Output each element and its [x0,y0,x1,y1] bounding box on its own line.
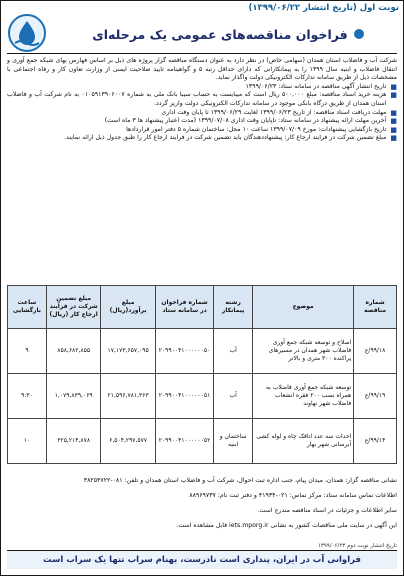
slogan-bar: فراوانی آب در ایران، پنداری است نادرست، بهنام سراب تنها یک سراب است [7,550,397,569]
tender-table [7,285,397,464]
table-cell: احداث سه عدد اتاقک چاه و لوله کشی آبرسانی شهر بهار [253,419,354,464]
bullet-icon: ■ [390,91,397,100]
footer-line: سایر اطلاعات و جزئیات در اسناد مناقصه مندرج است. [257,506,397,514]
column-header: مبلغ برآورد(ریال) [101,286,155,329]
table-row [8,329,397,374]
bullet-icon: ■ [390,108,397,117]
table-cell: ۱۷,۱۷۳,۶۵۷,۰۹۵ [101,329,155,374]
list-item: ■ مبلغ تضمین شرکت در فرایند ارجاع کار: پیشنهاددهندگان باید تضمین شرکت در فرایند ارجاع کار را طبق جدول ذیل ارائه نمایند. [64,134,397,143]
table-cell: ۲۰۹۹۰۰۴۱۰۰۰۰۰۰۵۱ [155,374,213,419]
table-row [8,374,397,419]
publication-note: نوبت اول (تاریخ انتشار ۱۳۹۹/۰۶/۲۲) [248,3,399,13]
intro-paragraph: شرکت آب و فاضلاب استان همدان (سهامی خاص) در نظر دارد به عنوان دستگاه مناقصه گزار پروژه های ذیل بر اساس فهارس بهای شبکه جمع آوری و انتقال فاضلاب و ابنیه سال ۱۳۹۹ را به پیمانکارانی که دارای حداقل رتبه ۵ و گواهینامه تایید صلاحیت ایمنی از وزارت تعاون کار و رفاه اجتماعی با مشخصات ذیل از طریق سامانه تدارکات الکترونیکی دولت واگذار نماید. [7,57,397,82]
table-cell: اصلاح و توسعه شبکه جمع آوری فاضلاب شهر همدان در مسیرهای پراکنده ۳۰۰ متری و بالاتر [253,329,354,374]
company-logo-icon [7,13,47,53]
footer-line: اطلاعات تماس سامانه ستاد: مرکز تماس: ۰۲۱-۴۱۹۳۴ و دفتر ثبت نام: ۸۸۹۶۹۷۳۷ [189,491,397,499]
table-header-row [8,286,397,329]
list-item: ■ تاریخ بازگشایی پیشنهادات: مورخ ۱۳۹۹/۰۷/۰۹ ساعت ۱۰ محل: ساختمان شماره ۵ دفتر امور قراردادها [126,125,397,134]
second-publication-note: تاریخ انتشار نوبت دوم ۱۳۹۹/۰۶/۲۳ [317,543,397,549]
footer-line: نشانی مناقصه گزار: همدان، میدان پیام، جنب اداره ثبت احوال، شرکت آب و فاضلاب استان همدان و تلفن: ۰۸۱-۳۸۲۵۴۷۲۲ [83,477,397,485]
table-cell: ۲۰۹۹۰۰۴۱۰۰۰۰۰۰۵۰ [155,329,213,374]
page-header [59,23,397,45]
list-item: ■ تاریخ انتشار آگهی مناقصه در سامانه ستاد: ۱۳۹۹/۰۶/۲۳ [245,82,397,91]
page-title: فراخوان مناقصه‌های عمومی یک مرحله‌ای [92,26,348,42]
table-cell: توسعه شبکه جمع آوری فاضلاب به همراه نصب ۲۰۰ فقره انشعاب فاضلاب شهر نهاوند [253,374,354,419]
list-item: ■ مهلت دریافت اسناد مناقصه: از تاریخ ۱۳۹۹/۰۶/۲۳ لغایت ۱۳۹۹/۰۶/۲۹ تا پایان وقت اداری [161,108,397,117]
table-cell: ۲۱,۵۹۶,۷۸۱,۳۶۳ [101,374,155,419]
list-item: ■ هزینه خرید اسناد مناقصه: مبلغ ۵۰۰,۰۰۰ ریال است که میبایست به حساب سیبا بانک ملی به شماره ۰۱۰۵۹۱۳۹۰۶۰۰۷ به نام شرکت آب و فاضلاب استان همدان از طریق درگاه بانکی موجود در سامانه تدارکات الکترونیکی دولت واریز گردد. [7,91,397,107]
table-cell: ۹۹/۱۹/ع [354,374,397,419]
table-cell: ۸۵۸,۶۸۲,۸۵۵ [46,329,100,374]
table-cell: ۳۲۵,۲۱۴,۸۷۸ [46,419,100,464]
table-cell: آب [214,329,253,374]
table-cell: ۹ [8,329,47,374]
table-row [8,419,397,464]
list-item: ■ آخرین مهلت ارائه پیشنهاد در سامانه ستاد: تاپایان وقت اداری ۱۳۹۹/۰۷/۰۸ (مدت اعتبار پیشنهاد ها ۳ ماه است) [104,117,397,126]
column-header: مبلغ تضمین شرکت در فرآیند ارجاع کار (ریال) [46,286,100,329]
table-cell: آب [214,374,253,419]
table-cell: ساختمان و ابنیه [214,419,253,464]
column-header: ساعت بازگشایی [8,286,47,329]
divider [7,53,397,54]
bullet-icon: ■ [390,117,397,126]
header-bullet-icon [354,29,364,39]
bullet-icon: ■ [390,134,397,143]
footer-line: این آگهی در سایت ملی مناقصات کشور به نشانی iets.mporg.ir قابل مشاهده است. [176,521,397,529]
table-cell: ۹۹/۱۴/ع [354,419,397,464]
bullet-icon: ■ [390,125,397,134]
table-cell: ۹:۳۰ [8,374,47,419]
column-header: شماره مناقصه [354,286,397,329]
column-header: شماره فراخوان در سامانه ستاد [155,286,213,329]
bullet-icon: ■ [390,82,397,91]
ad-footer [7,471,397,536]
table-cell: ۶,۵۰۴,۲۹۷,۵۷۷ [101,419,155,464]
table-cell: ۱,۰۷۹,۸۳۹,۰۶۹ [46,374,100,419]
column-header: موضوع [253,286,354,329]
table-cell: ۹۹/۱۸/ع [354,329,397,374]
column-header: رشته پیمانکار [214,286,253,329]
table-cell: ۱۰ [8,419,47,464]
ad-body [7,57,397,143]
table-cell: ۲۰۹۹۰۰۴۱۰۰۰۰۰۰۵۲ [155,419,213,464]
